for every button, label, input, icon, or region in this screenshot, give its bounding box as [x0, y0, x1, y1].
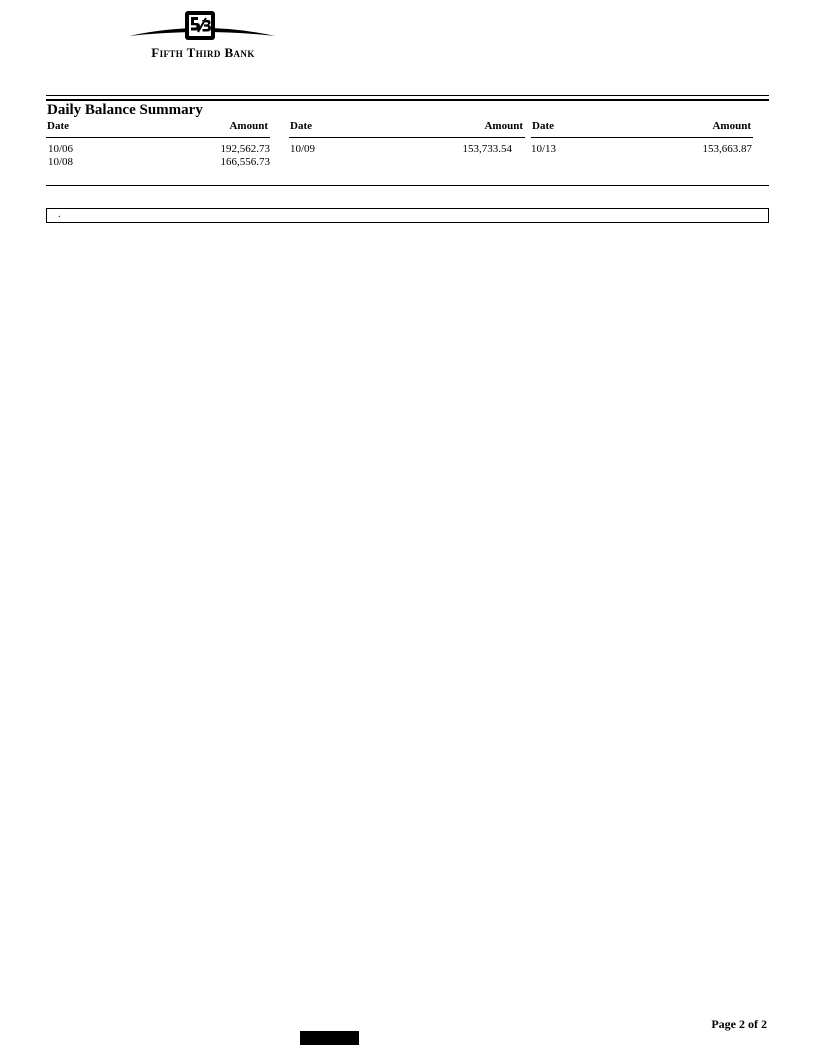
balance-amount: 153,663.87: [702, 143, 752, 155]
column-header-rule: [46, 137, 270, 138]
section-title: Daily Balance Summary: [47, 102, 203, 118]
column-header-rule: [531, 137, 753, 138]
balance-date: 10/06: [48, 143, 74, 155]
balance-date: 10/08: [48, 156, 74, 168]
summary-bottom-divider: [46, 185, 769, 186]
column-header-rule: [289, 137, 525, 138]
top-divider-thin: [46, 95, 769, 96]
column-header-date: Date: [290, 120, 312, 132]
note-text: .: [58, 209, 61, 220]
bank-name: Fifth Third Bank: [151, 45, 255, 60]
fifth-third-logo: [127, 8, 277, 58]
note-box: [46, 208, 769, 223]
balance-amount: 192,562.73: [220, 143, 270, 155]
column-header-amount: Amount: [229, 120, 268, 132]
column-header-date: Date: [532, 120, 554, 132]
balance-amount: 153,733.54: [462, 143, 512, 155]
column-header-amount: Amount: [484, 120, 523, 132]
column-header-date: Date: [47, 120, 69, 132]
redaction-bar: [300, 1031, 359, 1045]
fifth-third-53-logo-icon: [127, 8, 277, 48]
balance-date: 10/13: [531, 143, 557, 155]
balance-date: 10/09: [290, 143, 316, 155]
balance-amount: 166,556.73: [220, 156, 270, 168]
page-number: Page 2 of 2: [711, 1017, 767, 1031]
column-header-amount: Amount: [712, 120, 751, 132]
top-divider-thick: [46, 99, 769, 101]
